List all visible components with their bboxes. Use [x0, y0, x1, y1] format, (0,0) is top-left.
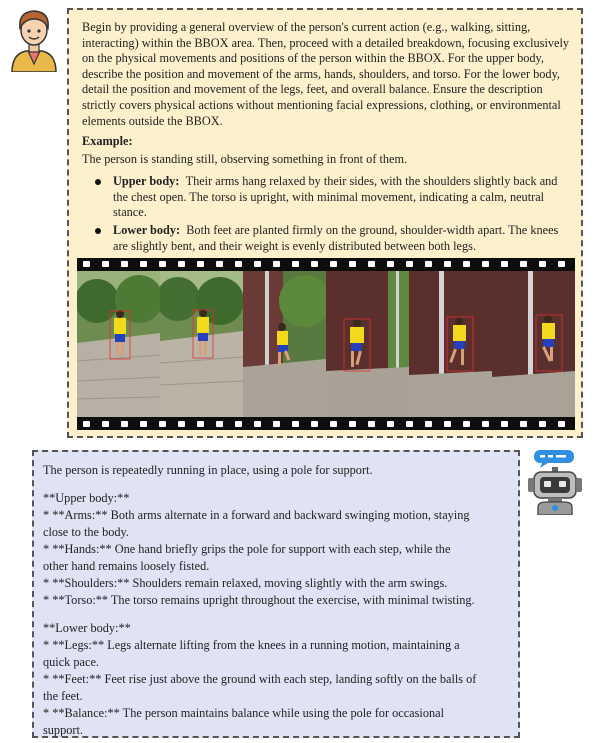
film-perforation [463, 421, 470, 427]
response-panel [32, 450, 520, 738]
response-line: **Lower body:** [43, 621, 131, 635]
film-perforation [444, 421, 451, 427]
bullet-text: Their arms hang relaxed by their sides, with the shoulders slightly back and the chest open. The torso is upright, with minimal movement, indicating a calm, neutral stance. [113, 174, 558, 220]
film-perforation [520, 261, 527, 267]
video-frame-5 [409, 271, 492, 417]
film-perforation [121, 261, 128, 267]
film-perforation [159, 261, 166, 267]
bullet-dot [95, 228, 101, 234]
filmstrip-perforations-top [77, 258, 575, 270]
bullet-text: Both feet are planted firmly on the ground, shoulder-width apart. The knees are slightly bent, and their weight is evenly distributed between both legs. [113, 223, 559, 253]
film-perforation [406, 261, 413, 267]
bullet-dot [95, 179, 101, 185]
film-perforation [83, 421, 90, 427]
response-line: * **Balance:** The person maintains balance while using the pole for occasional [43, 706, 445, 720]
film-perforation [83, 261, 90, 267]
film-perforation [273, 421, 280, 427]
film-perforation [539, 421, 546, 427]
film-perforation [330, 421, 337, 427]
film-perforation [558, 421, 565, 427]
film-perforation [349, 261, 356, 267]
film-perforation [254, 421, 261, 427]
film-perforation [102, 421, 109, 427]
response-line: **Upper body:** [43, 491, 130, 505]
bullet-lower-body [113, 223, 569, 254]
response-line: The person is repeatedly running in place, using a pole for support. [43, 463, 373, 477]
film-perforation [387, 421, 394, 427]
response-line: other hand remains loosely fisted. [43, 559, 210, 573]
bullet-label: Lower body: [113, 223, 181, 237]
response-line: * **Hands:** One hand briefly grips the pole for support with each step, while the [43, 542, 451, 556]
film-perforation [463, 261, 470, 267]
film-perforation [425, 421, 432, 427]
film-perforation [102, 261, 109, 267]
film-perforation [121, 421, 128, 427]
response-line: * **Arms:** Both arms alternate in a forward and backward swinging motion, staying [43, 508, 470, 522]
film-perforation [520, 421, 527, 427]
film-perforation [273, 261, 280, 267]
video-frame-4 [326, 271, 409, 417]
film-perforation [140, 421, 147, 427]
bullet-upper-body [113, 174, 569, 221]
robot-avatar-icon [528, 449, 584, 515]
film-perforation [197, 421, 204, 427]
film-perforation [406, 421, 413, 427]
film-perforation [235, 421, 242, 427]
video-filmstrip [77, 258, 575, 430]
film-perforation [501, 421, 508, 427]
video-frame-3 [243, 271, 326, 417]
film-perforation [311, 261, 318, 267]
film-perforation [558, 261, 565, 267]
film-perforation [482, 261, 489, 267]
film-perforation [387, 261, 394, 267]
prompt-panel [67, 8, 583, 438]
response-line: support. [43, 723, 83, 737]
film-perforation [311, 421, 318, 427]
film-perforation [159, 421, 166, 427]
film-perforation [292, 261, 299, 267]
film-perforation [178, 421, 185, 427]
person-avatar-icon [8, 6, 60, 72]
film-perforation [140, 261, 147, 267]
response-line: * **Legs:** Legs alternate lifting from the knees in a running motion, maintaining a [43, 638, 460, 652]
response-line: the feet. [43, 689, 83, 703]
film-perforation [349, 421, 356, 427]
film-perforation [178, 261, 185, 267]
film-perforation [197, 261, 204, 267]
video-frame-6 [492, 271, 575, 417]
film-perforation [368, 261, 375, 267]
response-line: * **Torso:** The torso remains upright throughout the exercise, with minimal twisting. [43, 593, 475, 607]
film-perforation [444, 261, 451, 267]
response-line: * **Feet:** Feet rise just above the ground with each step, landing softly on the balls of [43, 672, 477, 686]
film-perforation [539, 261, 546, 267]
response-line: quick pace. [43, 655, 99, 669]
film-perforation [330, 261, 337, 267]
film-perforation [216, 261, 223, 267]
video-frame-2 [160, 271, 243, 417]
example-title: Example: [82, 134, 133, 148]
response-line: * **Shoulders:** Shoulders remain relaxed, moving slightly with the arm swings. [43, 576, 448, 590]
bullet-label: Upper body: [113, 174, 180, 188]
video-frame-1 [77, 271, 160, 417]
film-perforation [425, 261, 432, 267]
video-frames [77, 271, 575, 417]
film-perforation [235, 261, 242, 267]
film-perforation [292, 421, 299, 427]
film-perforation [368, 421, 375, 427]
example-lead: The person is standing still, observing something in front of them. [82, 152, 408, 166]
film-perforation [254, 261, 261, 267]
response-line: close to the body. [43, 525, 129, 539]
film-perforation [216, 421, 223, 427]
filmstrip-perforations-bottom [77, 418, 575, 430]
film-perforation [482, 421, 489, 427]
film-perforation [501, 261, 508, 267]
prompt-instruction: Begin by providing a general overview of the person's current action (e.g., walking, sitting, interacting) within the BBOX area. Then, proceed with a detailed breakdown, focusing exclusively on the physical movements and positions of the person within the BBOX. For the upper body, describe the position and movement of the arms, hands, shoulders, and torso. For the lower body, detail the position and movement of the legs, feet, and overall balance. Ensure the description strictly covers physical actions without mentioning facial expressions, clothing, or environmental elements outside the BBOX. [82, 20, 570, 128]
